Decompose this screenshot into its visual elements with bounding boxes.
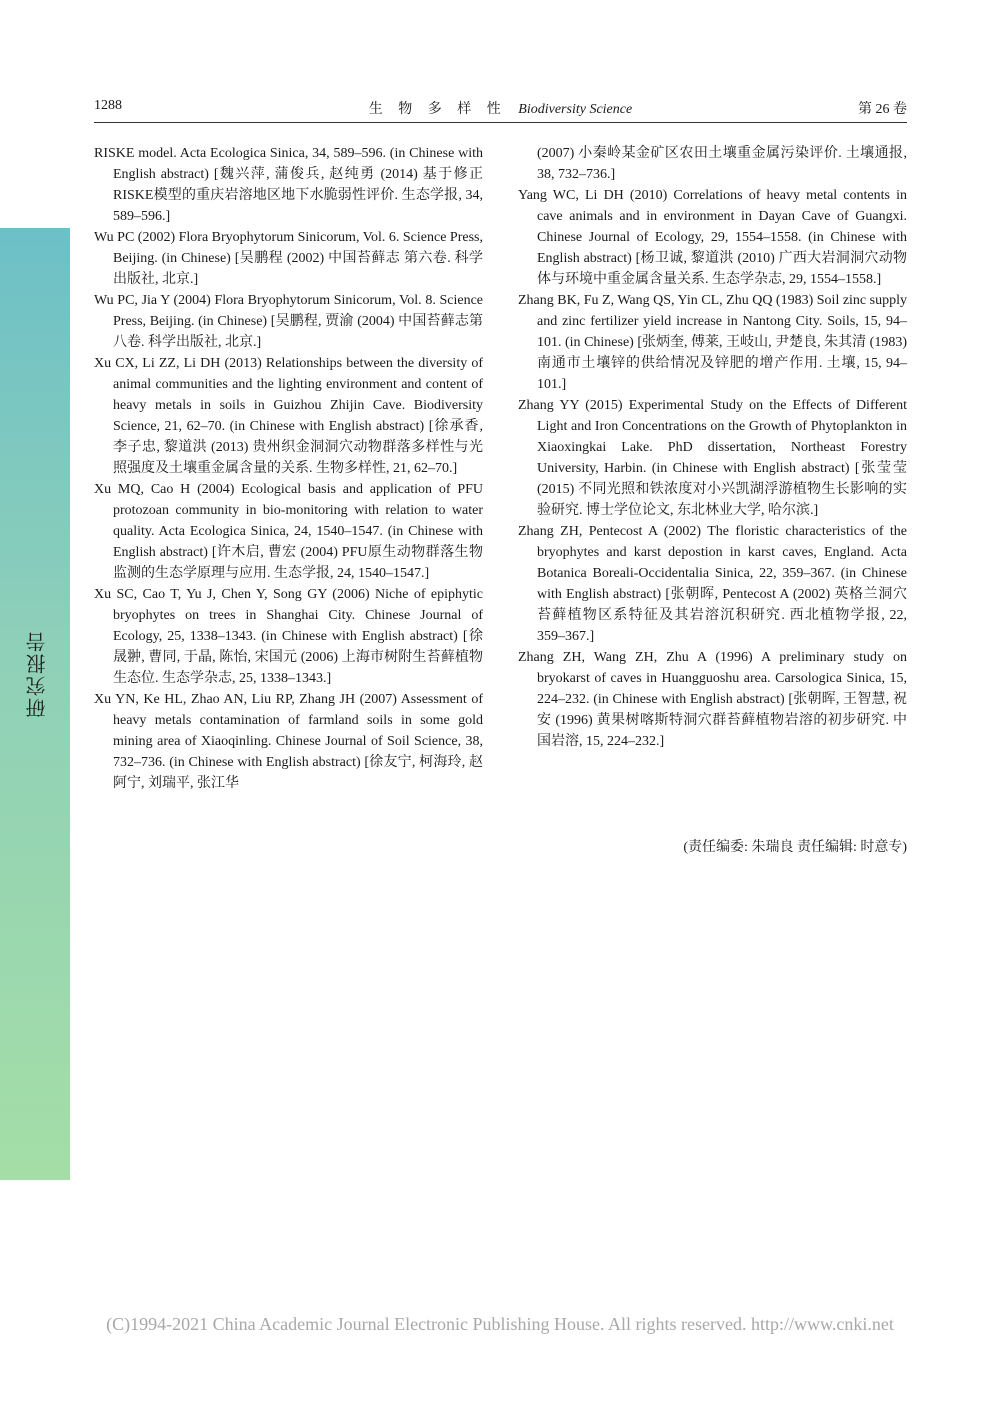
reference-entry: Zhang BK, Fu Z, Wang QS, Yin CL, Zhu QQ (1983) Soil zinc supply and zinc fertilizer yield increase in Nantong City. Soils, 15, 94–101. (in Chinese) [张炳奎, 傅莱, 王岐山, 尹楚良, 朱其清 (1983) 南通市土壤锌的供给情况及锌肥的增产作用. 土壤, 15, 94–101.]: [518, 293, 907, 392]
references-left-column: [94, 143, 483, 794]
page-number: 1288: [94, 98, 122, 113]
journal-title: [94, 98, 907, 118]
reference-entry: Yang WC, Li DH (2010) Correlations of heavy metal contents in cave animals and in environment in Dayan Cave of Guangxi. Chinese Journal of Ecology, 29, 1554–1558. (in Chinese with English abstract) [杨卫诚, 黎道洪 (2010) 广西大岩洞洞穴动物体与环境中重金属含量关系. 生态学杂志, 29, 1554–1558.]: [518, 188, 907, 287]
volume-label: 第 26 卷: [858, 102, 907, 117]
running-header: [94, 94, 907, 123]
copyright-footer: (C)1994-2021 China Academic Journal Electronic Publishing House. All rights reserved. http://www.cnki.net: [106, 1314, 894, 1334]
reference-entry: Xu YN, Ke HL, Zhao AN, Liu RP, Zhang JH (2007) Assessment of heavy metals contamination of farmland soils in some gold mining area of Xiaoqinling. Chinese Journal of Soil Science, 38, 732–736. (in Chinese with English abstract) [徐友宁, 柯海玲, 赵阿宁, 刘瑞平, 张江华: [94, 692, 483, 791]
references-right-column: [518, 143, 907, 752]
journal-title-cn: 生 物 多 样 性: [368, 102, 507, 117]
reference-entry: Zhang YY (2015) Experimental Study on the Effects of Different Light and Iron Concentrations on the Growth of Phytoplankton in Xiaoxingkai Lake. PhD dissertation, Northeast Forestry University, Harbin. (in Chinese with English abstract) [张莹莹 (2015) 不同光照和铁浓度对小兴凯湖浮游植物生长影响的实验研究. 博士学位论文, 东北林业大学, 哈尔滨.]: [518, 398, 907, 518]
reference-entry: Xu SC, Cao T, Yu J, Chen Y, Song GY (2006) Niche of epiphytic bryophytes on trees in Shanghai City. Chinese Journal of Ecology, 25, 1338–1343. (in Chinese with English abstract) [徐晟翀, 曹同, 于晶, 陈怡, 宋国元 (2006) 上海市树附生苔藓植物生态位. 生态学杂志, 25, 1338–1343.]: [94, 587, 483, 686]
reference-entry: Zhang ZH, Wang ZH, Zhu A (1996) A preliminary study on bryokarst of caves in Huangguoshu area. Carsologica Sinica, 15, 224–232. (in Chinese with English abstract) [张朝晖, 王智慧, 祝安 (1996) 黄果树喀斯特洞穴群苔藓植物岩溶的初步研究. 中国岩溶, 15, 224–232.]: [518, 650, 907, 749]
reference-entry: Xu CX, Li ZZ, Li DH (2013) Relationships between the diversity of animal communities and the lighting environment and content of heavy metals in soils in Guizhou Zhijin Cave. Biodiversity Science, 21, 62–70. (in Chinese with English abstract) [徐承香, 李子忠, 黎道洪 (2013) 贵州织金洞洞穴动物群落多样性与光照强度及土壤重金属含量的关系. 生物多样性, 21, 62–70.]: [94, 356, 483, 476]
section-label: 研究报告: [25, 630, 49, 718]
editor-credit: (责任编委: 朱瑞良 责任编辑: 时意专): [683, 840, 907, 855]
reference-entry: Xu MQ, Cao H (2004) Ecological basis and application of PFU protozoan community in bio-monitoring with relation to water quality. Acta Ecologica Sinica, 24, 1540–1547. (in Chinese with English abstract) [许木启, 曹宏 (2004) PFU原生动物群落生物监测的生态学原理与应用. 生态学报, 24, 1540–1547.]: [94, 482, 483, 581]
reference-entry: Wu PC, Jia Y (2004) Flora Bryophytorum Sinicorum, Vol. 8. Science Press, Beijing. (in Chinese) [吴鹏程, 贾渝 (2004) 中国苔藓志第八卷. 科学出版社, 北京.]: [94, 293, 483, 350]
reference-entry: Wu PC (2002) Flora Bryophytorum Sinicorum, Vol. 6. Science Press, Beijing. (in Chinese) [吴鹏程 (2002) 中国苔藓志 第六卷. 科学出版社, 北京.]: [94, 230, 483, 287]
reference-entry-continued: (2007) 小秦岭某金矿区农田土壤重金属污染评价. 土壤通报, 38, 732–736.]: [537, 146, 907, 182]
journal-title-en: Biodiversity Science: [518, 102, 633, 117]
reference-entry: Zhang ZH, Pentecost A (2002) The floristic characteristics of the bryophytes and karst depostion in karst caves, England. Acta Botanica Boreali-Occidentalia Sinica, 22, 359–367. (in Chinese with English abstract) [张朝晖, Pentecost A (2002) 英格兰洞穴苔藓植物区系特征及其岩溶沉积研究. 西北植物学报, 22, 359–367.]: [518, 524, 907, 644]
reference-entry: RISKE model. Acta Ecologica Sinica, 34, 589–596. (in Chinese with English abstract) [魏兴萍, 蒲俊兵, 赵纯勇 (2014) 基于修正RISKE模型的重庆岩溶地区地下水脆弱性评价. 生态学报, 34, 589–596.]: [94, 146, 483, 224]
